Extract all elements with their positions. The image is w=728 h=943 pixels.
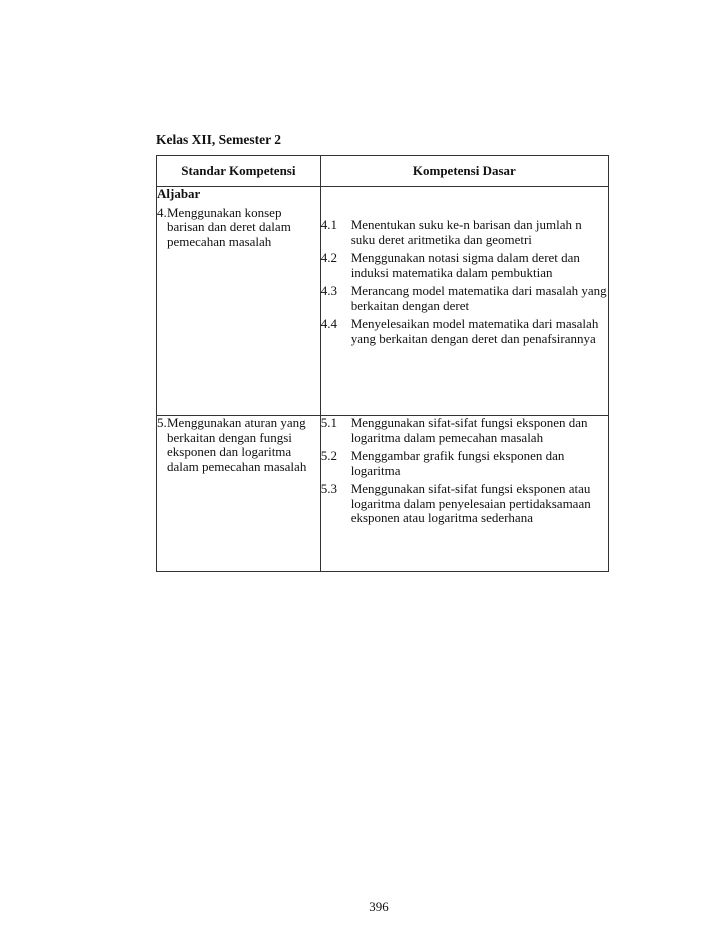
kompetensi-item <box>321 284 608 313</box>
kompetensi-number: 5.1 <box>320 415 337 430</box>
kompetensi-number: 5.3 <box>320 481 337 496</box>
table-row <box>157 416 609 572</box>
kompetensi-item <box>321 416 608 445</box>
kompetensi-text: Menentukan suku ke-n barisan dan jumlah n suku deret aritmetika dan geometri <box>350 217 582 247</box>
section-heading: Kelas XII, Semester 2 <box>156 132 281 147</box>
kompetensi-item <box>321 317 608 346</box>
kompetensi-item <box>321 482 608 526</box>
kompetensi-cell <box>320 187 608 416</box>
table-row <box>157 187 609 416</box>
kompetensi-cell <box>320 416 608 572</box>
kompetensi-item <box>321 218 608 247</box>
standar-cell <box>157 416 321 572</box>
kompetensi-number: 4.1 <box>320 217 337 232</box>
kompetensi-item <box>321 251 608 280</box>
page-number: 396 <box>369 899 389 914</box>
kompetensi-number: 4.3 <box>320 283 337 298</box>
header-standar-kompetensi: Standar Kompetensi <box>157 156 321 187</box>
standar-text: Menggunakan aturan yang berkaitan dengan fungsi eksponen dan logaritma dalam pemecahan masalah <box>167 415 307 474</box>
standar-item <box>157 416 320 474</box>
kompetensi-text: Menggunakan notasi sigma dalam deret dan induksi matematika dalam pembuktian <box>350 250 580 280</box>
kompetensi-text: Menggambar grafik fungsi eksponen dan logaritma <box>350 448 565 478</box>
standar-number: 5. <box>157 415 167 430</box>
standar-text: Menggunakan konsep barisan dan deret dalam pemecahan masalah <box>167 204 291 249</box>
kompetensi-text: Menggunakan sifat-sifat fungsi eksponen atau logaritma dalam penyelesaian pertidaksamaan eksponen atau logaritma sederhana <box>350 481 591 525</box>
area-label: Aljabar <box>157 186 201 201</box>
standar-cell <box>157 187 321 416</box>
kompetensi-number: 4.2 <box>320 250 337 265</box>
kompetensi-text: Menggunakan sifat-sifat fungsi eksponen dan logaritma dalam pemecahan masalah <box>350 415 588 445</box>
competency-table <box>156 155 609 572</box>
kompetensi-number: 4.4 <box>320 316 337 331</box>
standar-number: 4. <box>157 204 167 220</box>
header-kompetensi-dasar: Kompetensi Dasar <box>320 156 608 187</box>
kompetensi-text: Menyelesaikan model matematika dari masalah yang berkaitan dengan deret dan penafsirannya <box>350 316 599 346</box>
standar-item <box>157 206 320 250</box>
table-header-row <box>157 156 609 187</box>
kompetensi-number: 5.2 <box>320 448 337 463</box>
kompetensi-text: Merancang model matematika dari masalah yang berkaitan dengan deret <box>350 283 607 313</box>
kompetensi-item <box>321 449 608 478</box>
